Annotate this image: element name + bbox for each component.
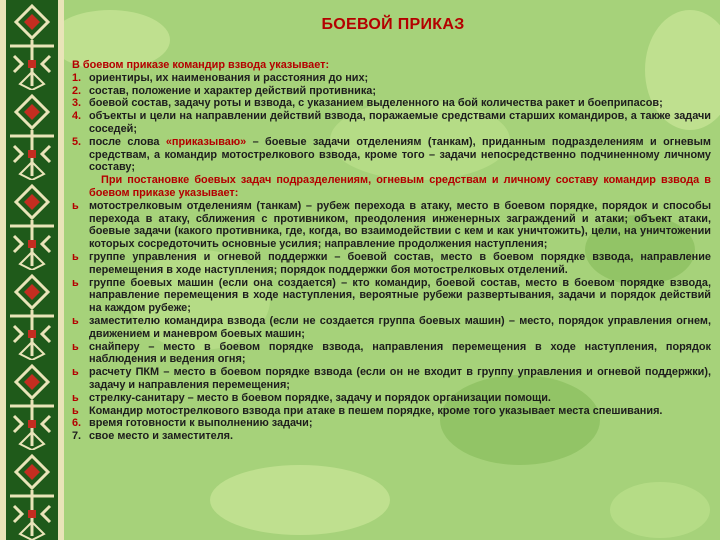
order-content xyxy=(72,59,711,443)
item-text: ориентиры, их наименования и расстояния до них; xyxy=(89,71,369,84)
bullet-item xyxy=(72,341,711,367)
item-number: 1. xyxy=(72,71,82,84)
list-item xyxy=(72,430,711,443)
bullet-text: мотострелковым отделениям (танкам) – рубеж перехода в атаку, место в боевом порядке, порядок и способы перехода в атаку, сближения с противником, преодоления инженерных заграждений и атаки; объект атаки, боевые задачи (какого противника, где, когда, во взаимодействии с кем и как уничтожить), цели, на уничтожении которых сосредоточить основные усилия; направление продолжения наступления; xyxy=(89,199,711,251)
list-item xyxy=(72,72,711,85)
item-number: 2. xyxy=(72,84,82,97)
ornament-border xyxy=(0,0,64,540)
intro-line: В боевом приказе командир взвода указывает: xyxy=(72,59,330,71)
bullet-item xyxy=(72,251,711,277)
bullet-marker: ь xyxy=(72,250,79,263)
bullet-text: Командир мотострелкового взвода при атаке в пешем порядке, кроме того указывает места спешивания. xyxy=(89,404,663,417)
item5-after: – боевые задачи отделениям (танкам), приданным подразделениям и огневым средствам, а командир мотострелкового взвода, кроме того – задачи непосредственно подчиненному личному составу; xyxy=(89,135,711,174)
subheading: При постановке боевых задач подразделениям, огневым средствам и личному составу командир взвода в боевом приказе указывает: xyxy=(89,174,711,199)
page-title: БОЕВОЙ ПРИКАЗ xyxy=(321,16,465,33)
item-text: время готовности к выполнению задачи; xyxy=(89,417,313,430)
bullet-item xyxy=(72,200,711,251)
bullet-item xyxy=(72,277,711,315)
item-number: 5. xyxy=(72,135,82,148)
bullet-marker: ь xyxy=(72,276,79,289)
item-text: состав, положение и характер действий противника; xyxy=(89,84,376,97)
bullet-item xyxy=(72,405,711,418)
bullet-text: группе боевых машин (если она создается) – кто командир, боевой состав, место в боевом порядке взвода, направление перемещения в ходе наступления, вероятные рубежи развертывания, задачи и порядок действий на каждом рубеже; xyxy=(89,276,711,315)
list-item xyxy=(72,97,711,110)
bullet-text: снайперу – место в боевом порядке взвода, направления перемещения в ходе наступления, порядок наблюдения и ведения огня; xyxy=(89,340,711,366)
main-panel xyxy=(68,4,718,538)
bullet-marker: ь xyxy=(72,366,79,379)
bullet-item xyxy=(72,392,711,405)
bullet-item xyxy=(72,315,711,341)
item-number: 7. xyxy=(72,430,82,443)
bullet-text: группе управления и огневой поддержки – боевой состав, место в боевом порядке взвода, направление перемещения в ходе наступления; порядок поддержки боя мотострелковых отделений. xyxy=(89,250,711,276)
item5-before: после слова xyxy=(89,135,166,148)
bullet-marker: ь xyxy=(72,314,79,327)
item-number: 3. xyxy=(72,97,82,110)
bullet-text: стрелку-санитару – место в боевом порядке, задачу и порядок организации помощи. xyxy=(89,391,551,404)
item-text: свое место и заместителя. xyxy=(89,430,234,443)
bullet-text: заместителю командира взвода (если не создается группа боевых машин) – место, порядок управления огнем, движением и маневром боевых машин; xyxy=(89,314,711,340)
ornament-pattern xyxy=(0,0,64,540)
item-number: 4. xyxy=(72,110,82,123)
bullet-marker: ь xyxy=(72,404,79,417)
list-item xyxy=(72,417,711,430)
item-text: объекты и цели на направлении действий взвода, поражаемые средствами старших командиров, а также задачи соседей; xyxy=(89,110,711,135)
bullet-marker: ь xyxy=(72,199,79,212)
bullet-marker: ь xyxy=(72,340,79,353)
list-item xyxy=(72,136,711,174)
bullet-item xyxy=(72,366,711,392)
list-item xyxy=(72,85,711,98)
bullet-marker: ь xyxy=(72,391,79,404)
item-number: 6. xyxy=(72,417,82,430)
list-item xyxy=(72,110,711,136)
item5-emphasis: «приказываю» xyxy=(165,135,247,148)
bullet-text: расчету ПКМ – место в боевом порядке взвода (если он не входит в группу управления и огневой поддержки), задачу и направления перемещения; xyxy=(89,366,711,391)
item-text: боевой состав, задачу роты и взвода, с указанием выделенного на бой количества ракет и боеприпасов; xyxy=(89,97,663,110)
item-text xyxy=(89,136,711,174)
